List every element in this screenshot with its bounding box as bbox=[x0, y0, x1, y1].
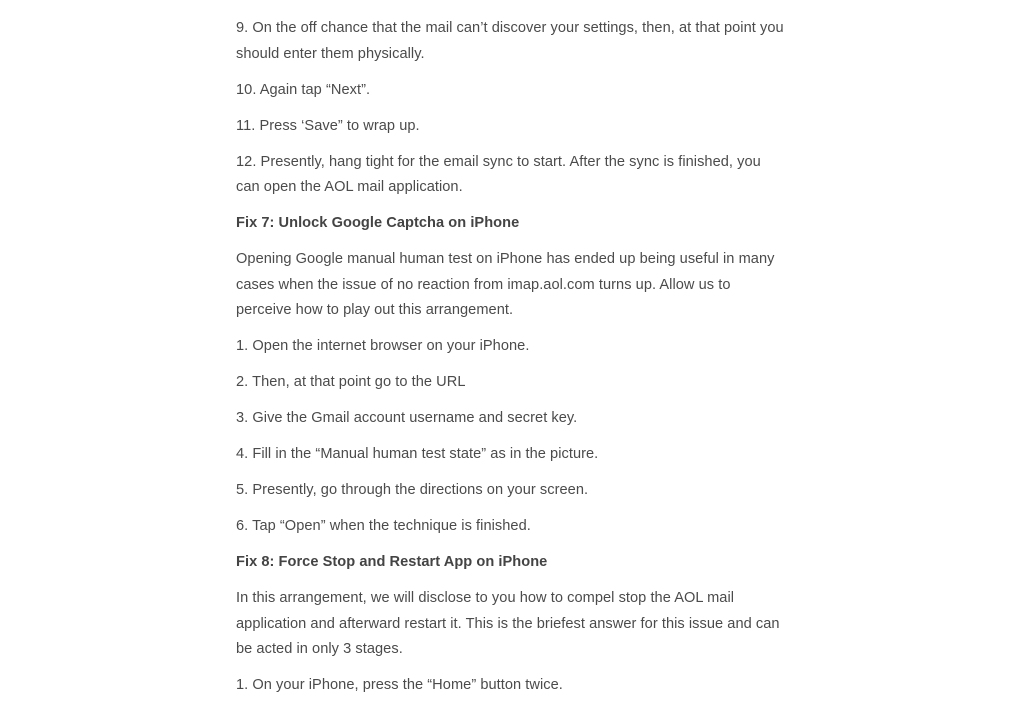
fix-7-step-2-paragraph: 2. Then, at that point go to the URL bbox=[236, 374, 466, 390]
fix-7-step-6-paragraph: 6. Tap “Open” when the technique is finished. bbox=[236, 518, 531, 534]
fix-8-step-1-paragraph: 1. On your iPhone, press the “Home” button twice. bbox=[236, 677, 563, 693]
fix-7-step-3-paragraph: 3. Give the Gmail account username and secret key. bbox=[236, 410, 578, 426]
fix-8-intro-paragraph: In this arrangement, we will disclose to you how to compel stop the AOL mail application and afterward restart it. This is the briefest answer for this issue and can be acted in only 3 stages. bbox=[236, 590, 780, 657]
article-body bbox=[236, 16, 788, 709]
fix-7-heading: Fix 7: Unlock Google Captcha on iPhone bbox=[236, 215, 520, 231]
fix-7-intro-paragraph: Opening Google manual human test on iPhone has ended up being useful in many cases when the issue of no reaction from imap.aol.com turns up. Allow us to perceive how to play out this arrangement. bbox=[236, 251, 775, 318]
fix-7-step-1-paragraph: 1. Open the internet browser on your iPhone. bbox=[236, 338, 530, 354]
step-9-paragraph: 9. On the off chance that the mail can’t discover your settings, then, at that point you should enter them physically. bbox=[236, 20, 784, 62]
fix-8-heading: Fix 8: Force Stop and Restart App on iPhone bbox=[236, 554, 548, 570]
fix-7-step-5-paragraph: 5. Presently, go through the directions on your screen. bbox=[236, 482, 589, 498]
step-10-paragraph: 10. Again tap “Next”. bbox=[236, 81, 371, 98]
step-12-paragraph: 12. Presently, hang tight for the email sync to start. After the sync is finished, you can open the AOL mail application. bbox=[236, 153, 761, 195]
fix-7-step-4-paragraph: 4. Fill in the “Manual human test state” as in the picture. bbox=[236, 446, 599, 462]
step-11-paragraph: 11. Press ‘Save” to wrap up. bbox=[236, 117, 420, 134]
